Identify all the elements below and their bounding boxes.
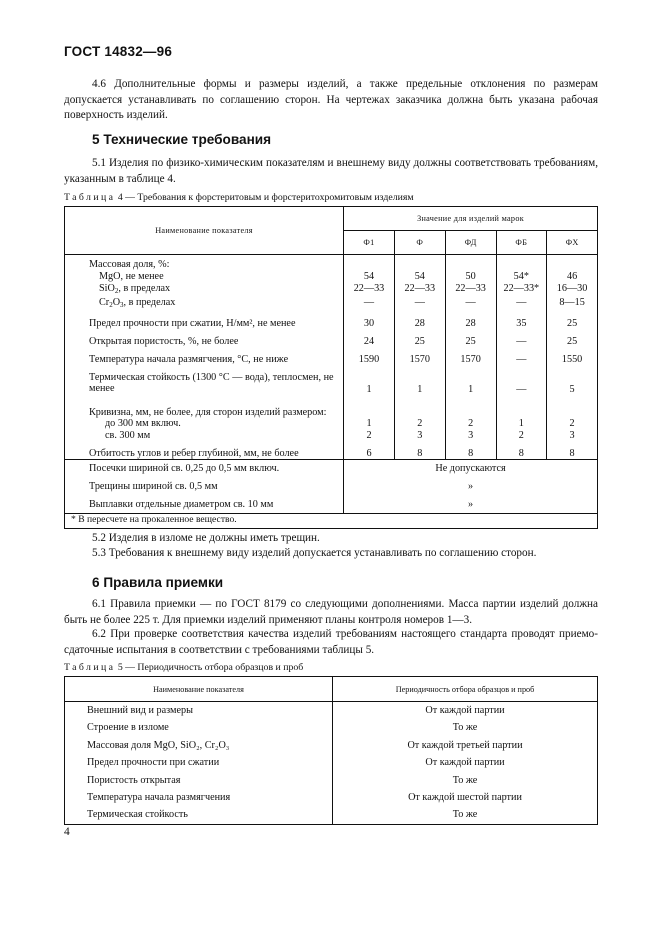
table-4-value: — [516,383,527,395]
table-4-value-cell [496,401,547,419]
table-4-value-cell [445,283,496,298]
table-4-row [65,312,598,330]
table-4-value-cell [445,312,496,330]
table-4-param-name: Трещины шириной св. 0,5 мм [89,480,218,492]
table-4-row [65,283,598,298]
table-4-value-cell [394,430,445,442]
document-header: ГОСТ 14832—96 [64,44,173,59]
paragraph-6-2: 6.2 При проверке соответствия качества изделий требованиям настоящего стандарта проводят приемо-сдаточные испытания в соответствии с требованиями таблицы 5. [64,628,598,656]
table-4-value: — [516,335,527,347]
param-text: SiO [99,282,115,294]
table-4-value-cell [496,430,547,442]
table-4-value: 8 [417,447,423,459]
table-4-mark-0: Ф1 [344,231,395,255]
table-4-value-cell [547,283,598,298]
table-4-param-name [89,448,343,460]
table-4-row [65,442,598,460]
table-4-merged-value: » [344,478,598,496]
table-4-value: 30 [363,317,375,329]
table-4-value: 22—33 [455,282,486,294]
table-4-row [65,348,598,366]
paragraph-5-1: 5.1 Изделия по физико-химическим показателям и внешнему виду должны соответствовать требованиям, указанным в таблице 4. [64,157,598,185]
table-4-value: 22—33 [404,282,436,294]
table-5-param: Пористость открытая [65,772,333,789]
param-text: Отбитость углов и ребер глубиной, мм, не более [89,447,299,459]
table-4-value: 1550 [561,353,583,365]
table-4-value: 1 [468,383,474,395]
param-text: Термическая стойкость (1300 °С — вода), теплосмен, не менее [89,371,334,394]
table-4-value-cell [547,271,598,283]
table-5-caption-label: Таблица [64,662,116,673]
table-4-value: — [516,297,527,308]
table-4-value: 22—33* [503,282,540,294]
section-6-title: 6 Правила приемки [92,575,224,590]
table-5-param: Температура начала размягчения [65,789,333,806]
subscript: 2 [114,286,119,295]
table-4-value: 28 [414,317,425,329]
table-4-param-name [89,372,343,395]
table-4-value: 3 [569,429,575,441]
table-4 [64,206,598,529]
table-4-value: 8 [468,447,474,459]
table-4-value-cell [394,297,445,312]
param-text: Cr [99,297,110,308]
table-4-footnote-row [65,514,598,529]
table-5-row [65,806,598,824]
table-5-head-param: Наименование показателя [65,677,333,702]
table-4-value-cell [496,255,547,271]
table-4-value: 2 [569,418,575,429]
table-4-value-cell [344,283,395,298]
table-4-value: 1 [417,383,423,395]
paragraph-5-2: 5.2 Изделия в изломе не должны иметь трещин. [92,532,320,544]
table-4-value: 8 [569,447,575,459]
table-4-value: 1570 [409,353,430,365]
table-5-param: Строение в изломе [65,719,333,736]
table-4-row [65,430,598,442]
param-text: св. 300 мм [105,429,151,441]
table-4-value-cell [496,366,547,401]
table-4-value: 2 [417,418,423,429]
table-4-value: 25 [566,317,578,329]
table-4-value-cell [547,255,598,271]
table-4-value: 16—30 [556,282,588,294]
table-4-value: 25 [566,335,578,347]
table-4-param-name [89,318,343,330]
table-4-param-cell [65,401,344,419]
table-5-param: Предел прочности при сжатии [65,754,333,771]
table-4-param-cell [65,330,344,348]
table-4-value-cell [445,330,496,348]
table-5-row [65,772,598,789]
table-5-head-period: Периодичность отбора образцов и проб [333,677,598,702]
table-4-value-cell [394,312,445,330]
table-5-param: Внешний вид и размеры [65,702,333,720]
table-4-value-cell [394,255,445,271]
table-4-value-cell [547,348,598,366]
table-4-value: 46 [566,270,578,282]
table-4-value: 24 [363,335,375,347]
table-4-value: 2 [366,429,372,441]
table-4-value-cell [445,418,496,430]
table-5-row [65,789,598,806]
table-4-param-name [89,407,343,419]
table-4-footnote: * В пересчете на прокаленное вещество. [65,514,598,529]
table-4-param-name [99,297,343,312]
table-5-period: От каждой третьей партии [333,737,598,754]
page-number: 4 [64,826,70,838]
table-4-value-cell [394,330,445,348]
table-4-value-cell [445,401,496,419]
table-4-value: 1 [366,383,372,395]
table-5-param: Термическая стойкость [65,806,333,824]
table-4-value-cell [344,442,395,460]
table-4-value: 3 [417,429,423,441]
table-5-row [65,754,598,771]
table-4-param-cell [65,418,344,430]
table-4-param-cell [65,366,344,401]
table-4-value: 28 [465,317,476,329]
table-4-value-cell [496,312,547,330]
table-4-value: 2 [468,418,474,429]
table-4-value: 3 [468,429,474,441]
paragraph-5-3: 5.3 Требования к внешнему виду изделий допускается устанавливать по соглашению сторон. [92,547,537,559]
table-4-value: 22—33 [353,282,385,294]
table-5-period: То же [333,719,598,736]
param-text: до 300 мм включ. [105,418,181,429]
table-4-value: 5 [569,383,575,395]
table-5-period: То же [333,806,598,824]
table-4-value: 2 [518,429,524,441]
table-4-mark-1: Ф [394,231,445,255]
table-4-param-cell [65,271,344,283]
table-5-caption [64,662,303,673]
table-4-value: 54* [513,270,529,282]
table-4-row [65,330,598,348]
param-text: Предел прочности при сжатии, Н/мм², не менее [89,317,296,329]
table-4-value-cell [547,430,598,442]
table-4-param-cell [65,255,344,271]
table-4-value-cell [445,442,496,460]
table-4-row [65,366,598,401]
table-4-value: — [414,297,425,308]
table-4-value-cell [547,366,598,401]
param-text: Кривизна, мм, не более, для сторон изделий размером: [89,406,327,418]
table-5 [64,676,598,825]
table-4-value-cell [344,401,395,419]
param-text: , в пределах [123,297,176,308]
table-4-value-cell [344,271,395,283]
table-4-value: 8 [518,447,524,459]
table-4-head-param: Наименование показателя [65,207,344,255]
table-4-value-cell [547,330,598,348]
table-4-value: 54 [414,270,425,282]
table-4-param-name [105,430,343,442]
table-4-value-cell [547,297,598,312]
table-5-period: То же [333,772,598,789]
table-4-value-cell [344,348,395,366]
table-4-value-cell [394,366,445,401]
param-text: Массовая доля, %: [89,259,170,270]
table-4-value-cell [344,297,395,312]
param-text: , в пределах [118,282,171,294]
table-4-param-cell [65,312,344,330]
table-4-param-name [99,271,343,283]
table-5-period: От каждой шестой партии [333,789,598,806]
table-4-value-cell [344,330,395,348]
table-4-value-cell [445,255,496,271]
param-text: MgO, не менее [99,270,164,282]
table-4-param-name [89,259,343,271]
table-4-value: 1590 [358,353,380,365]
table-4-value-cell [445,271,496,283]
table-4-value-cell [496,330,547,348]
table-4-value: — [363,297,375,308]
table-4-value-cell [445,297,496,312]
table-4-value: 54 [363,270,375,282]
table-4-value-cell [394,283,445,298]
table-4-param-name [99,283,343,298]
table-4-value-cell [445,348,496,366]
table-4-param-name [89,336,343,348]
table-4-param-name [89,354,343,366]
table-4-row [65,255,598,271]
table-4-value-cell [547,442,598,460]
table-4-value-cell [394,271,445,283]
table-4-mark-4: ФХ [547,231,598,255]
table-4-value-cell [394,418,445,430]
table-4-value: 50 [465,270,476,282]
table-4-param-cell [65,348,344,366]
table-4-value-cell [496,271,547,283]
table-4-value-cell [394,401,445,419]
table-4-param-name [105,418,343,430]
table-4-mark-3: ФБ [496,231,547,255]
table-4-param-cell [65,478,344,496]
table-4-merged-value: Не допускаются [344,460,598,478]
param-text: Температура начала размягчения, °С, не ниже [89,353,289,365]
table-4-param-cell [65,297,344,312]
subscript: 3 [120,301,124,309]
table-5-period: От каждой партии [333,754,598,771]
table-5-caption-text: 5 — Периодичность отбора образцов и проб [117,662,304,673]
section-5-title: 5 Технические требования [92,132,272,147]
table-4-merged-row [65,496,598,514]
table-4-value-cell [496,442,547,460]
table-4-value-cell [496,418,547,430]
table-4-value-cell [547,401,598,419]
table-4-value-cell [547,312,598,330]
table-4-param-cell [65,430,344,442]
table-4-value: — [465,297,476,308]
table-4-merged-value: » [344,496,598,514]
table-4-value-cell [344,312,395,330]
table-5-row [65,737,598,754]
table-4-mark-2: ФД [445,231,496,255]
table-5-period: От каждой партии [333,702,598,720]
table-5-row [65,719,598,736]
param-text: O [112,297,121,308]
paragraph-4-6: 4.6 Дополнительные формы и размеры изделий, а также предельные отклонения по размерам допускается устанавливать по соглашению сторон. На чертежах заказчика должна быть указана рабочая поверхность изделий. [64,78,598,121]
table-4-value-cell [496,283,547,298]
table-4-value-cell [344,255,395,271]
table-4-value: 25 [414,335,425,347]
table-4-caption-label: Таблица [64,192,116,203]
table-4-param-name: Посечки шириной св. 0,25 до 0,5 мм включ. [89,463,280,474]
paragraph-6-1: 6.1 Правила приемки — по ГОСТ 8179 со следующими дополнениями. Масса партии изделий должна быть не более 225 т. Для приемки изделий применяют планы контроля номеров 1—3. [64,598,598,626]
table-4-value-cell [344,366,395,401]
table-4-value-cell [344,430,395,442]
table-4-value: 1570 [460,353,481,365]
table-4-value: 1 [366,418,372,429]
table-4-param-cell [65,442,344,460]
table-4-value: — [516,353,527,365]
table-4-value: 1 [518,418,524,429]
table-4-value: 35 [516,317,527,329]
table-4-value-cell [496,348,547,366]
table-4-value-cell [394,442,445,460]
table-4-value-cell [445,366,496,401]
table-4-row [65,418,598,430]
table-4-value-cell [445,430,496,442]
table-4-head-values: Значение для изделий марок [344,207,598,231]
table-4-param-name: Выплавки отдельные диаметром св. 10 мм [89,498,274,510]
table-4-value: 25 [465,335,476,347]
table-4-value-cell [394,348,445,366]
table-4-merged-row [65,478,598,496]
table-4-caption-text: 4 — Требования к форстеритовым и форстеритохромитовым изделиям [117,192,414,203]
table-4-value: 6 [366,447,372,459]
table-4-merged-row [65,460,598,478]
param-text: Открытая пористость, %, не более [89,335,239,347]
table-4-value-cell [344,418,395,430]
table-4-param-cell [65,460,344,478]
subscript: 2 [109,301,113,309]
table-5-row [65,702,598,720]
table-4-caption [64,192,414,203]
table-4-value-cell [547,418,598,430]
table-4-value-cell [496,297,547,312]
table-4-value: 8—15 [559,297,585,308]
table-4-row [65,401,598,419]
table-5-param: Массовая доля MgO, SiO₂, Cr₂O₃ [65,737,333,754]
table-4-param-cell [65,283,344,298]
table-4-row [65,271,598,283]
table-4-param-cell [65,496,344,514]
table-4-row [65,297,598,312]
